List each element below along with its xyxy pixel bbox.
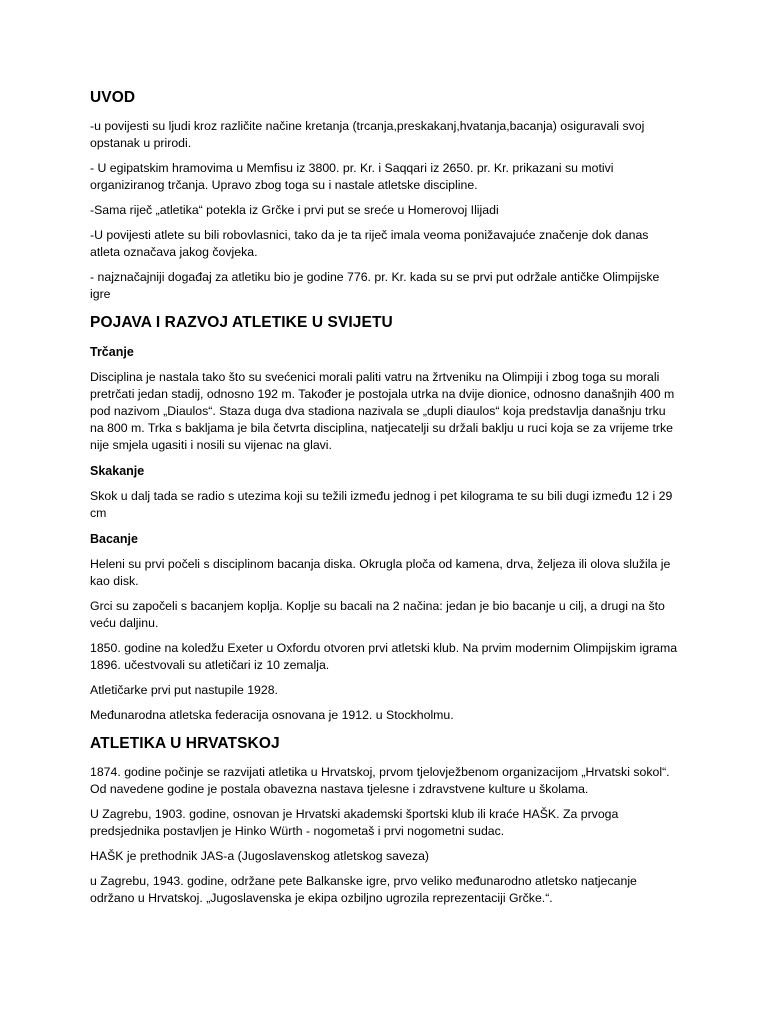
subheading-skakanje: Skakanje: [90, 464, 145, 478]
paragraph: Skok u dalj tada se radio s utezima koji su težili između jednog i pet kilograma te su bili dugi između 12 i 29 cm: [90, 489, 673, 520]
paragraph: Međunarodna atletska federacija osnovana je 1912. u Stockholmu.: [90, 708, 454, 722]
paragraph: 1850. godine na koledžu Exeter u Oxfordu otvoren prvi atletski klub. Na prvim modernim Olimpijskim igrama 1896. učestvovali su atletičari iz 10 zemalja.: [90, 641, 678, 672]
paragraph: HAŠK je prethodnik JAS-a (Jugoslavenskog atletskog saveza): [90, 849, 430, 863]
paragraph: -Sama riječ „atletika“ potekla iz Grčke i prvi put se sreće u Homerovoj Ilijadi: [90, 203, 499, 217]
subheading-trcanje: Trčanje: [90, 345, 134, 359]
paragraph: Heleni su prvi počeli s disciplinom bacanja diska. Okrugla ploča od kamena, drva, željeza ili olova služila je kao disk.: [90, 557, 671, 588]
paragraph: - U egipatskim hramovima u Memfisu iz 3800. pr. Kr. i Saqqari iz 2650. pr. Kr. prikazani su motivi organiziranog trčanja. Upravo zbog toga su i nastale atletske discipline.: [90, 161, 614, 192]
paragraph: U Zagrebu, 1903. godine, osnovan je Hrvatski akademski športski klub ili kraće HAŠK. Za prvoga predsjednika postavljen je Hinko Würth - nogometaš i prvi nogometni sudac.: [90, 807, 619, 838]
section-title-atletika-u-hrvatskoj: ATLETIKA U HRVATSKOJ: [90, 735, 280, 752]
paragraph: -u povijesti su ljudi kroz različite načine kretanja (trcanja,preskakanj,hvatanja,bacanja) osiguravali svoj opstanak u prirodi.: [90, 119, 645, 150]
paragraph: -U povijesti atlete su bili robovlasnici, tako da je ta riječ imala veoma ponižavajuće značenje dok danas atleta označava jakog čovjeka.: [90, 228, 649, 259]
paragraph: u Zagrebu, 1943. godine, održane pete Balkanske igre, prvo veliko međunarodno atletsko natjecanje održano u Hrvatskoj. „Jugoslavenska je ekipa ozbiljno ugrozila reprezentaciji Grčke.“.: [90, 874, 637, 905]
paragraph: - najznačajniji događaj za atletiku bio je godine 776. pr. Kr. kada su se prvi put održale antičke Olimpijske igre: [90, 270, 660, 301]
paragraph: Atletičarke prvi put nastupile 1928.: [90, 683, 278, 697]
section-title-pojava-i-razvoj: POJAVA I RAZVOJ ATLETIKE U SVIJETU: [90, 314, 393, 331]
paragraph: Disciplina je nastala tako što su svećenici morali paliti vatru na žrtveniku na Olimpiji i zbog toga su morali pretrčati jedan stadij, odnosno 192 m. Također je postojala utrka na dvije dionice, odnosno današnjih 400 m pod nazivom „Diaulos“. Staza duga dva stadiona nazivala se „dupli diaulos“ koja predstavlja današnju trku na 800 m. Trka s bakljama je bila četvrta disciplina, natjecatelji su držali baklju u ruci koja se za vrijeme trke nije smjela ugasiti i nosili su vijenac na glavi.: [90, 370, 675, 452]
paragraph: Grci su započeli s bacanjem koplja. Koplje su bacali na 2 načina: jedan je bio bacanje u cilj, a drugi na što veću daljinu.: [90, 599, 665, 630]
paragraph: 1874. godine počinje se razvijati atletika u Hrvatskoj, prvom tjelovježbenom organizacijom „Hrvatski sokol“. Od navedene godine je postala obavezna nastava tjelesne i zdravstvene kulture u školama.: [90, 765, 670, 796]
document-body: [90, 88, 678, 915]
section-title-uvod: UVOD: [90, 89, 136, 106]
subheading-bacanje: Bacanje: [90, 532, 138, 546]
